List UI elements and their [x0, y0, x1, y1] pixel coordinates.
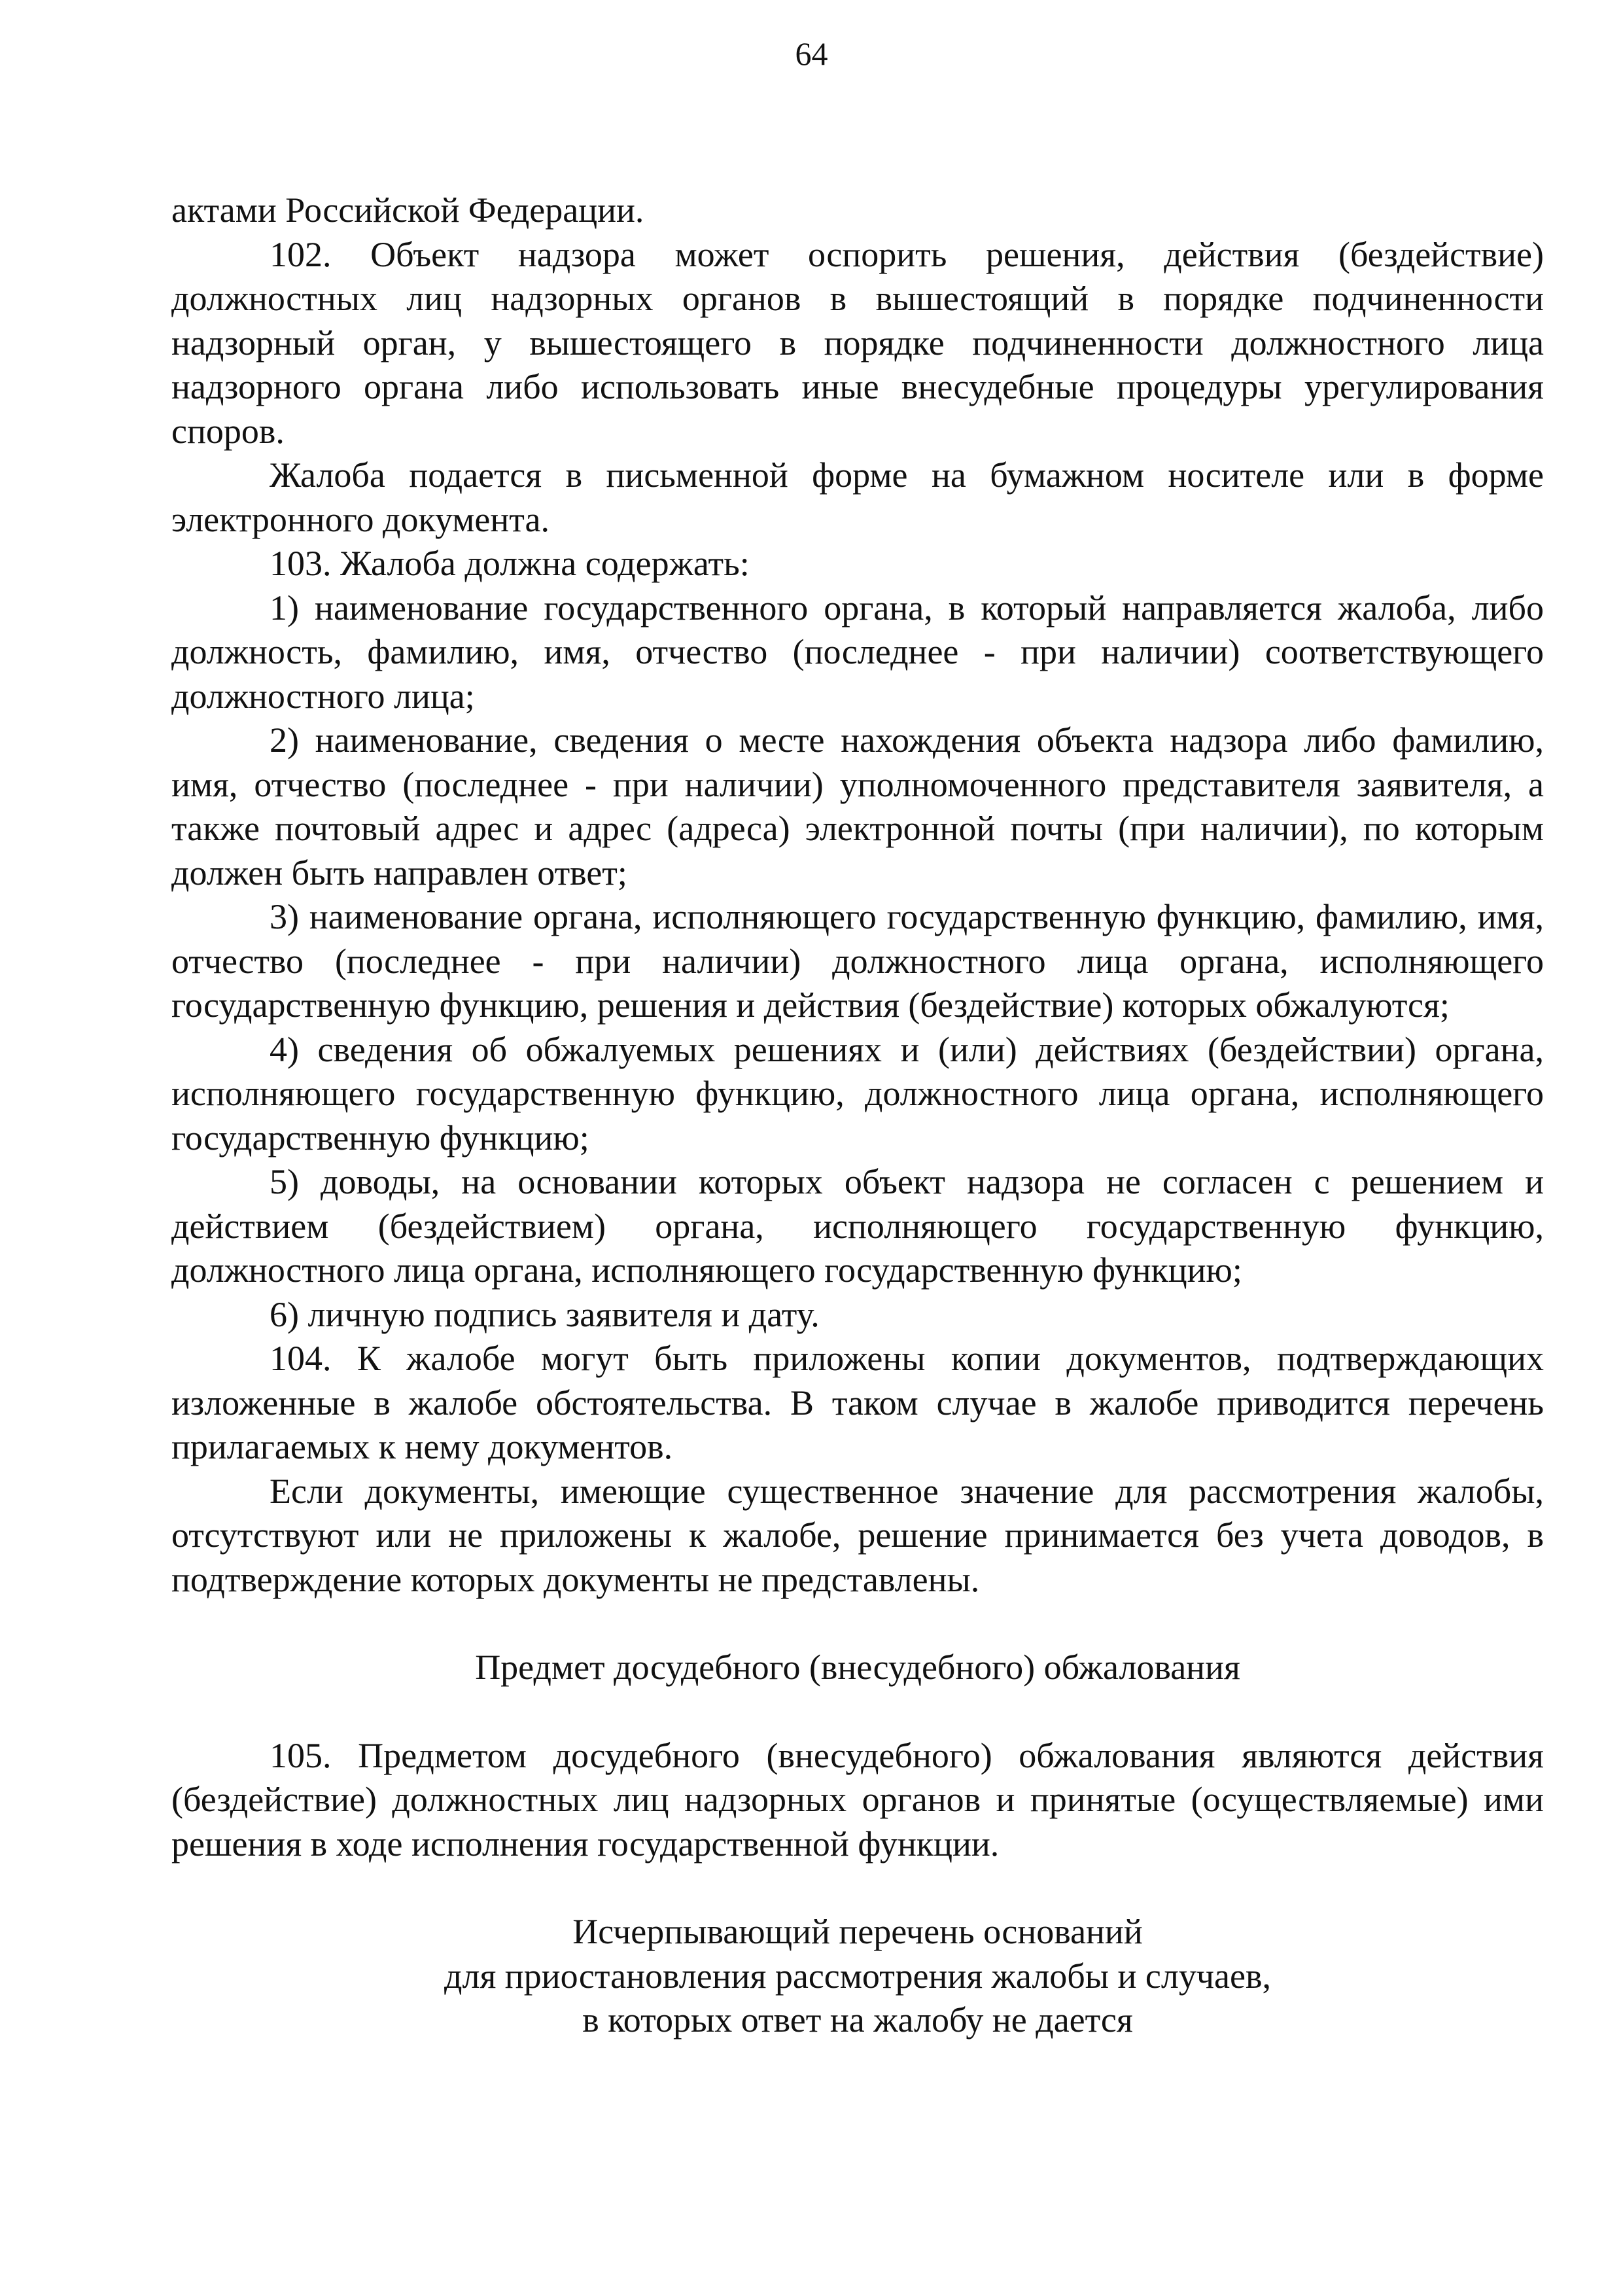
- list-item-1: 1) наименование государственного органа, в который направляется жалоба, либо должность, фамилию, имя, отчество (последнее - при наличии) соответствующего должностного лица;: [171, 588, 1544, 716]
- section-heading-grounds: [171, 1910, 1544, 2043]
- paragraph-105: 105. Предметом досудебного (внесудебного) обжалования являются действия (бездействие) должностных лиц надзорных органов и принятые (осуществляемые) ими решения в ходе исполнения государственной функции.: [171, 1735, 1544, 1863]
- section-heading-grounds-line-1: Исчерпывающий перечень оснований: [572, 1912, 1143, 1951]
- list-item-5: 5) доводы, на основании которых объект надзора не согласен с решением и действием (бездействием) органа, исполняющего государственную функцию, должностного лица органа, исполняющего государственную функцию;: [171, 1162, 1544, 1290]
- paragraph-104: 104. К жалобе могут быть приложены копии документов, подтверждающих изложенные в жалобе обстоятельства. В таком случае в жалобе приводится перечень прилагаемых к нему документов.: [171, 1339, 1544, 1466]
- paragraph-102: 102. Объект надзора может оспорить решения, действия (бездействие) должностных лиц надзорных органов в вышестоящий в порядке подчиненности надзорный орган, у вышестоящего в порядке подчиненности должностного лица надзорного органа либо использовать иные внесудебные процедуры урегулирования споров.: [171, 234, 1544, 451]
- list-item-2: 2) наименование, сведения о месте нахождения объекта надзора либо фамилию, имя, отчество (последнее - при наличии) уполномоченного представителя заявителя, а также почтовый адрес и адрес (адреса) электронной почты (при наличии), по которым должен быть направлен ответ;: [171, 720, 1544, 892]
- paragraph-complaint-form: Жалоба подается в письменной форме на бумажном носителе или в форме электронного документа.: [171, 455, 1544, 539]
- section-heading-grounds-line-3: в которых ответ на жалобу не дается: [582, 2000, 1133, 2040]
- paragraph-continuation: актами Российской Федерации.: [171, 190, 644, 230]
- paragraph-missing-documents: Если документы, имеющие существенное значение для рассмотрения жалобы, отсутствуют или не приложены к жалобе, решение принимается без учета доводов, в подтверждение которых документы не представлены.: [171, 1471, 1544, 1599]
- list-item-4: 4) сведения об обжалуемых решениях и (или) действиях (бездействии) органа, исполняющего государственную функцию, должностного лица органа, исполняющего государственную функцию;: [171, 1029, 1544, 1157]
- paragraph-103: 103. Жалоба должна содержать:: [270, 544, 750, 583]
- page-number: 64: [795, 35, 828, 72]
- list-item-3: 3) наименование органа, исполняющего государственную функцию, фамилию, имя, отчество (последнее - при наличии) должностного лица органа, исполняющего государственную функцию, решения и действия (бездействие) которых обжалуются;: [171, 897, 1544, 1025]
- document-body: [171, 188, 1544, 2043]
- list-item-6: 6) личную подпись заявителя и дату.: [270, 1294, 820, 1334]
- section-heading-grounds-line-2: для приостановления рассмотрения жалобы и случаев,: [444, 1956, 1271, 1996]
- section-heading-subject: Предмет досудебного (внесудебного) обжалования: [475, 1648, 1240, 1687]
